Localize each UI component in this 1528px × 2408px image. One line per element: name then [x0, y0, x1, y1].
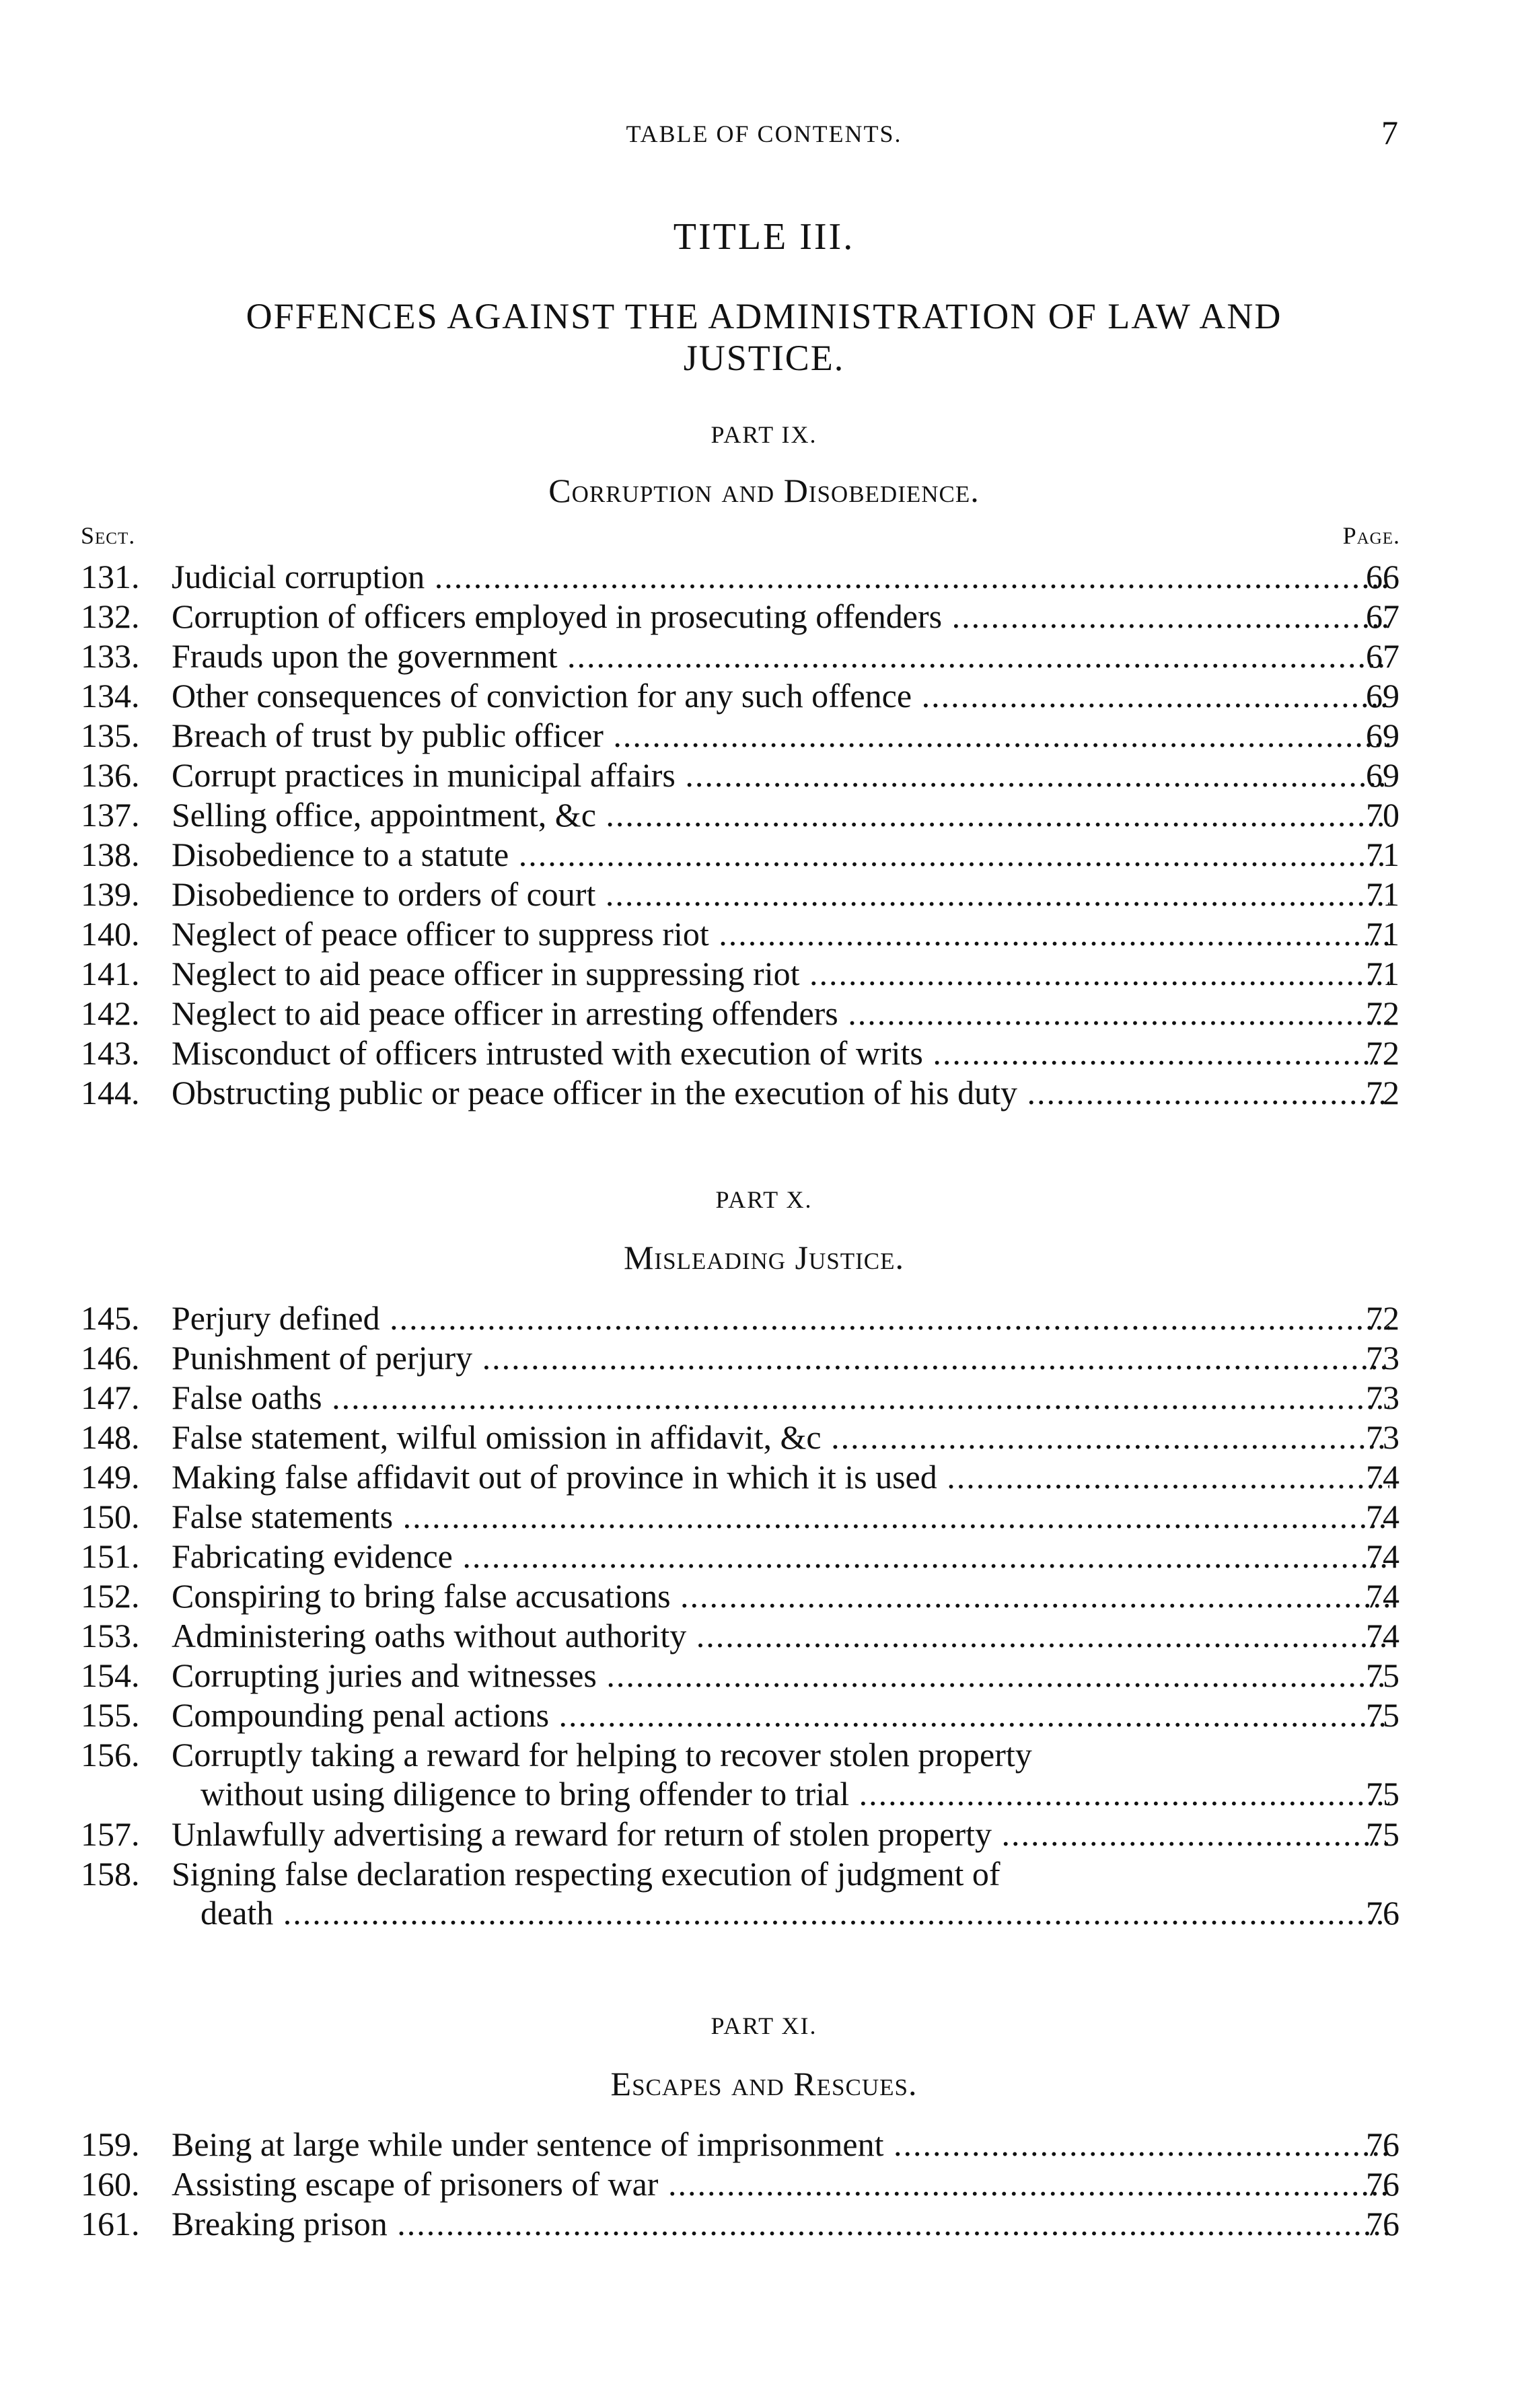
page-reference: 69: [1366, 677, 1399, 715]
page-reference: 76: [1366, 2205, 1399, 2242]
entry-title: Obstructing public or peace officer in the execution of his duty .....: [172, 1073, 1389, 1112]
section-number: 136.: [81, 756, 140, 794]
page-reference: 70: [1366, 796, 1399, 834]
entry-title: Making false affidavit out of province in which it is used .....: [172, 1457, 1389, 1496]
toc-entry: [81, 1815, 1399, 1854]
toc-entry: [81, 1695, 1399, 1735]
toc-entry: [81, 676, 1399, 715]
section-number: 137.: [81, 796, 140, 834]
running-head: [0, 113, 1528, 153]
section-number: 138.: [81, 836, 140, 873]
page-reference: 74: [1366, 1498, 1399, 1535]
entry-title: Corruption of officers employed in prosecuting offenders .....: [172, 597, 1389, 636]
section-number: 139.: [81, 875, 140, 913]
running-title: TABLE OF CONTENTS.: [626, 120, 902, 147]
page-reference: 76: [1366, 2125, 1399, 2163]
section-number: 155.: [81, 1696, 140, 1734]
entry-title: Compounding penal actions .....: [172, 1695, 1389, 1735]
part-label: PART XI.: [711, 2012, 817, 2039]
toc-entry: [81, 557, 1399, 596]
section-number: 135.: [81, 717, 140, 754]
section-number: 152.: [81, 1577, 140, 1615]
entry-title: Assisting escape of prisoners of war .....: [172, 2164, 1389, 2203]
page-reference: 72: [1366, 1299, 1399, 1337]
entry-title: Disobedience to a statute .....: [172, 835, 1389, 874]
entry-title: Frauds upon the government .....: [172, 636, 1389, 676]
entry-title: Neglect of peace officer to suppress riot .....: [172, 914, 1389, 953]
section-number: 131.: [81, 558, 140, 595]
page-reference: 76: [1366, 2165, 1399, 2203]
entry-title-continuation: without using diligence to bring offender to trial .....: [201, 1774, 1389, 1813]
page-reference: 71: [1366, 915, 1399, 953]
toc-entry: [81, 2125, 1399, 2164]
sect-column-header: Sect.: [81, 522, 136, 549]
section-number: 150.: [81, 1498, 140, 1535]
toc-entry: [81, 1338, 1399, 1377]
entry-title: Neglect to aid peace officer in arresting offenders .....: [172, 994, 1389, 1033]
section-number: 154.: [81, 1656, 140, 1694]
page-reference: 71: [1366, 875, 1399, 913]
toc-entry: [81, 716, 1399, 755]
toc-entry: [81, 914, 1399, 953]
section-number: 148.: [81, 1418, 140, 1456]
entry-title: Judicial corruption .....: [172, 557, 1389, 596]
entry-title: Selling office, appointment, &c .....: [172, 795, 1389, 834]
toc-entry: [81, 1537, 1399, 1576]
entry-title: Disobedience to orders of court .....: [172, 875, 1389, 914]
toc-entry: [81, 954, 1399, 993]
toc-entry: [81, 1457, 1399, 1496]
entry-title: Breach of trust by public officer .....: [172, 716, 1389, 755]
toc-entry: [81, 875, 1399, 914]
page-column-header: Page.: [1342, 522, 1400, 549]
page-reference: 71: [1366, 836, 1399, 873]
toc-entry: [81, 1378, 1399, 1417]
toc-entry: [81, 1497, 1399, 1536]
subtitle-line-1: OFFENCES AGAINST THE ADMINISTRATION OF LAW AND: [246, 296, 1282, 336]
toc-entry: [81, 1073, 1399, 1112]
section-number: 157.: [81, 1815, 140, 1853]
section-number: 160.: [81, 2165, 140, 2203]
toc-entry: [81, 2204, 1399, 2243]
page-number: 7: [1381, 114, 1398, 151]
section-number: 141.: [81, 955, 140, 992]
section-number: 159.: [81, 2125, 140, 2163]
page-reference: 73: [1366, 1379, 1399, 1416]
entry-title: Breaking prison .....: [172, 2204, 1389, 2243]
page-reference: 72: [1366, 994, 1399, 1032]
section-number: 146.: [81, 1339, 140, 1377]
page-reference: 69: [1366, 756, 1399, 794]
entry-title: Fabricating evidence .....: [172, 1537, 1389, 1576]
page-reference: 74: [1366, 1577, 1399, 1615]
page-reference: 75: [1366, 1775, 1399, 1813]
title-heading: TITLE III.: [673, 216, 855, 258]
toc-entry: [81, 1418, 1399, 1457]
toc-entry: [81, 1033, 1399, 1072]
entry-title: Unlawfully advertising a reward for return of stolen property .....: [172, 1815, 1389, 1854]
section-number: 132.: [81, 597, 140, 635]
toc-entry: [81, 1299, 1399, 1338]
section-number: 144.: [81, 1074, 140, 1111]
entry-title: Administering oaths without authority .....: [172, 1616, 1389, 1655]
section-number: 161.: [81, 2205, 140, 2242]
section-number: 147.: [81, 1379, 140, 1416]
toc-entry: [81, 1656, 1399, 1695]
toc-entry: [81, 835, 1399, 874]
toc-entry: [81, 1854, 1399, 1932]
entry-title: Corrupt practices in municipal affairs .....: [172, 756, 1389, 795]
entry-title: Corrupting juries and witnesses .....: [172, 1656, 1389, 1695]
page-reference: 72: [1366, 1074, 1399, 1111]
toc-entry: [81, 795, 1399, 834]
page-reference: 69: [1366, 717, 1399, 754]
section-number: 153.: [81, 1617, 140, 1654]
entry-title: False oaths .....: [172, 1378, 1389, 1417]
page-reference: 73: [1366, 1418, 1399, 1456]
entry-title: Other consequences of conviction for any such offence .....: [172, 676, 1389, 715]
page-reference: 74: [1366, 1537, 1399, 1575]
subtitle-line-2: JUSTICE.: [683, 338, 845, 378]
page-reference: 75: [1366, 1696, 1399, 1734]
toc-entry: [81, 1576, 1399, 1615]
entry-title: Misconduct of officers intrusted with execution of writs .....: [172, 1033, 1389, 1072]
toc-entry: [81, 1616, 1399, 1655]
part-label: PART IX.: [711, 421, 817, 448]
page-reference: 67: [1366, 597, 1399, 635]
toc-entry: [81, 636, 1399, 676]
entry-title: False statement, wilful omission in affidavit, &c .....: [172, 1418, 1389, 1457]
section-number: 145.: [81, 1299, 140, 1337]
page-reference: 75: [1366, 1815, 1399, 1853]
page-reference: 72: [1366, 1034, 1399, 1072]
entry-title: Neglect to aid peace officer in suppressing riot .....: [172, 954, 1389, 993]
entry-title: Conspiring to bring false accusations .....: [172, 1576, 1389, 1615]
part-heading: Corruption and Disobedience.: [548, 472, 980, 509]
entry-title: Corruptly taking a reward for helping to recover stolen property: [172, 1736, 1032, 1774]
entry-title: Signing false declaration respecting execution of judgment of: [172, 1855, 1001, 1893]
toc-entry: [81, 597, 1399, 636]
entry-title-continuation: death .....: [201, 1893, 1389, 1932]
page-reference: 67: [1366, 637, 1399, 675]
page-reference: 73: [1366, 1339, 1399, 1377]
part-label: PART X.: [715, 1186, 813, 1213]
toc-entry: [81, 756, 1399, 795]
section-number: 143.: [81, 1034, 140, 1072]
page-reference: 71: [1366, 955, 1399, 992]
section-number: 142.: [81, 994, 140, 1032]
section-number: 156.: [81, 1736, 140, 1774]
section-number: 133.: [81, 637, 140, 675]
toc-entry: [81, 2164, 1399, 2203]
entry-title: False statements .....: [172, 1497, 1389, 1536]
section-number: 158.: [81, 1855, 140, 1893]
page-reference: 74: [1366, 1458, 1399, 1496]
section-number: 149.: [81, 1458, 140, 1496]
entry-title: Perjury defined .....: [172, 1299, 1389, 1338]
page-reference: 76: [1366, 1894, 1399, 1932]
section-number: 140.: [81, 915, 140, 953]
page-reference: 74: [1366, 1617, 1399, 1654]
entry-title: Punishment of perjury .....: [172, 1338, 1389, 1377]
section-number: 151.: [81, 1537, 140, 1575]
toc-entry: [81, 994, 1399, 1033]
section-number: 134.: [81, 677, 140, 715]
entry-title: Being at large while under sentence of imprisonment .....: [172, 2125, 1389, 2164]
part-heading: Escapes and Rescues.: [610, 2065, 918, 2103]
toc-entry: [81, 1735, 1399, 1813]
page-reference: 75: [1366, 1656, 1399, 1694]
page-reference: 66: [1366, 558, 1399, 595]
part-heading: Misleading Justice.: [623, 1239, 905, 1276]
